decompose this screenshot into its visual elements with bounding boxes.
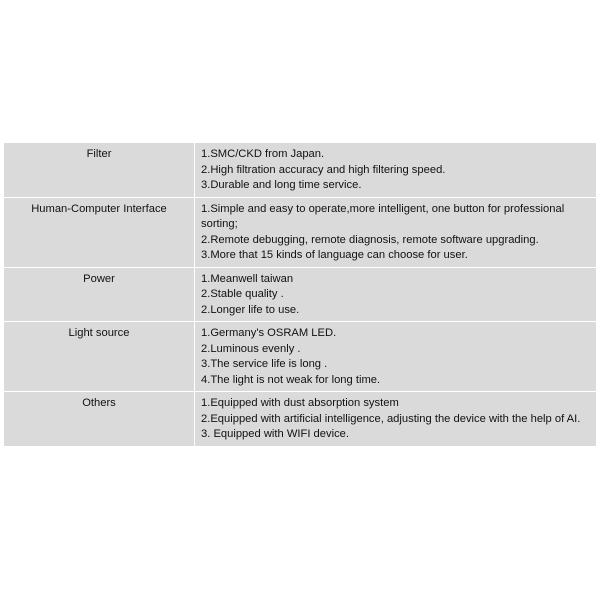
row-description <box>194 197 596 267</box>
row-description <box>194 267 596 322</box>
description-line: 1.Meanwell taiwan <box>201 272 294 285</box>
table-row-power <box>4 267 596 322</box>
description-line: 2.Longer life to use. <box>201 303 300 316</box>
spec-table <box>4 143 596 446</box>
row-description <box>194 143 596 197</box>
table-row-human-computer-interface <box>4 197 596 267</box>
table-row-others <box>4 391 596 446</box>
description-line: 2.Equipped with artificial intelligence, adjusting the device with the help of AI. <box>201 412 581 425</box>
description-line: 4.The light is not weak for long time. <box>201 373 381 386</box>
description-line: 1.Germany's OSRAM LED. <box>201 327 337 339</box>
row-description <box>194 321 596 391</box>
row-label: Power <box>4 267 194 322</box>
description-line: 2.Luminous evenly . <box>201 342 301 355</box>
row-label: Human-Computer Interface <box>4 197 194 267</box>
description-line: 1.Simple and easy to operate,more intelligent, one button for professional sorting; <box>201 202 565 230</box>
row-description <box>194 391 596 446</box>
description-line: 2.High filtration accuracy and high filtering speed. <box>201 163 446 176</box>
description-line: 2.Stable quality . <box>201 288 284 300</box>
table-row-light-source <box>4 321 596 391</box>
description-line: 3.The service life is long . <box>201 358 328 370</box>
table-row-filter <box>4 143 596 197</box>
description-line: 2.Remote debugging, remote diagnosis, remote software upgrading. <box>201 233 539 246</box>
description-line: 3. Equipped with WIFI device. <box>201 428 349 440</box>
row-label: Light source <box>4 321 194 391</box>
row-label: Others <box>4 391 194 446</box>
description-line: 1.SMC/CKD from Japan. <box>201 148 325 160</box>
description-line: 1.Equipped with dust absorption system <box>201 397 399 409</box>
description-line: 3.Durable and long time service. <box>201 179 362 191</box>
description-line: 3.More that 15 kinds of language can choose for user. <box>201 249 468 261</box>
row-label: Filter <box>86 148 112 160</box>
